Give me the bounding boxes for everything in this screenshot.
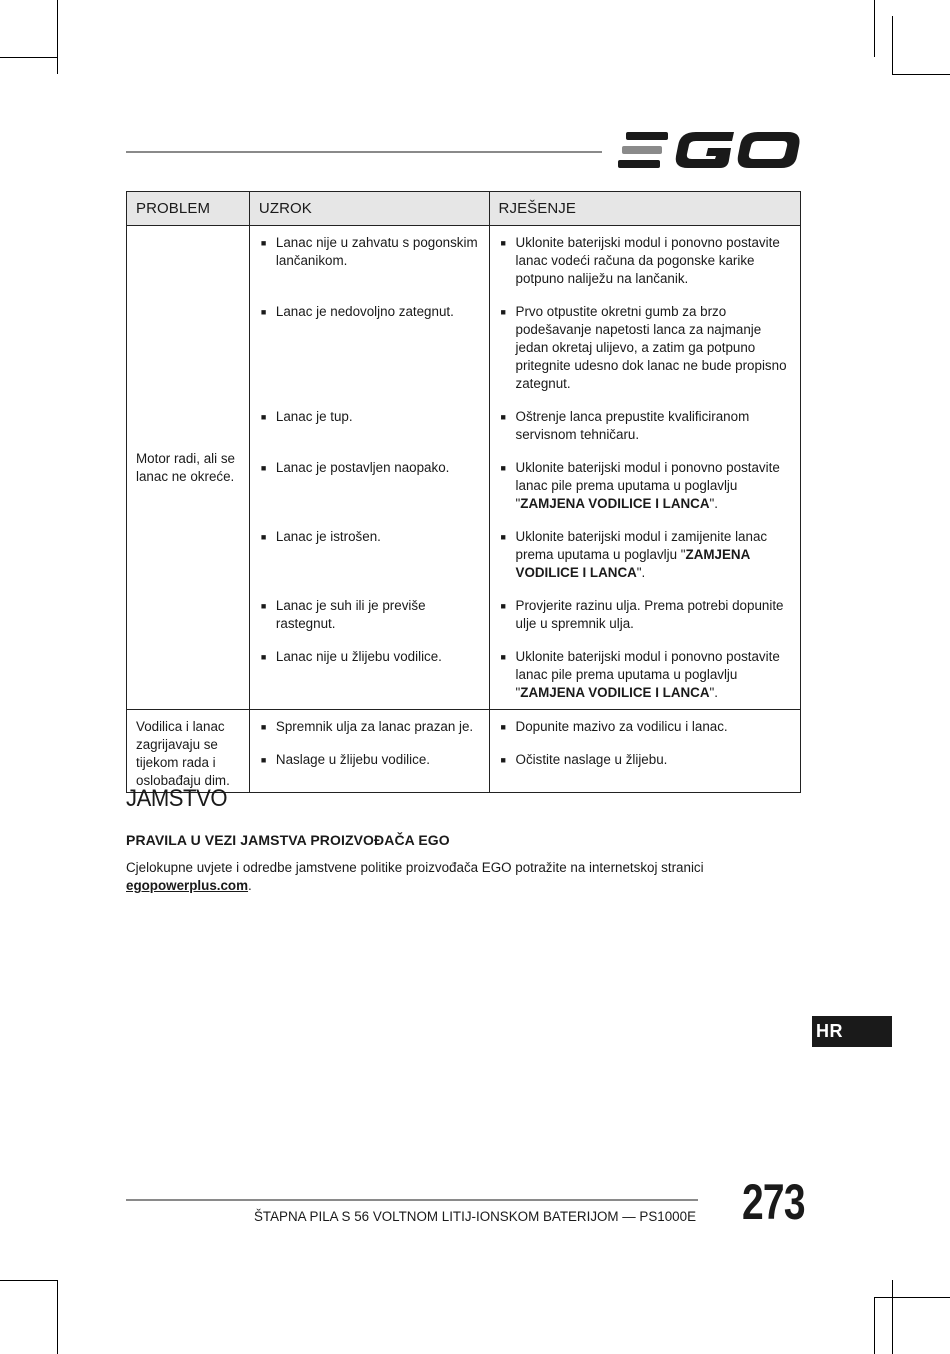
- crop-mark: [874, 1297, 875, 1354]
- bullet-icon: ■: [500, 532, 506, 542]
- crop-mark: [892, 1280, 893, 1354]
- solution-item: ■ Uklonite baterijski modul i zamijenite lanac prema uputama u poglavlju "ZAMJENA VODILICE I LANCA".: [500, 529, 768, 580]
- crop-mark: [892, 74, 950, 75]
- problem-group: [127, 226, 801, 710]
- troubleshooting-table: [126, 191, 801, 793]
- header-rule: [126, 151, 602, 153]
- crop-mark: [57, 0, 58, 74]
- bullet-icon: ■: [260, 722, 267, 732]
- column-header-problem: PROBLEM: [127, 192, 250, 226]
- bullet-icon: ■: [260, 532, 267, 542]
- product-title: ŠTAPNA PILA S 56 VOLTNOM LITIJ-IONSKOM BATERIJOM — PS1000E: [253, 1209, 696, 1224]
- table-row: [127, 710, 801, 744]
- crop-mark: [57, 1280, 58, 1354]
- warranty-text: Cjelokupne uvjete i odredbe jamstvene politike proizvođača EGO potražite na internetskoj stranici egopowerplus.com.: [126, 860, 704, 893]
- solution-item: ■ Očistite naslage u žlijebu.: [500, 752, 668, 767]
- website-link[interactable]: egopowerplus.com: [126, 878, 249, 893]
- bullet-icon: ■: [500, 722, 506, 732]
- cause-item: ■ Lanac je nedovoljno zategnut.: [260, 304, 454, 319]
- solution-item: ■ Uklonite baterijski modul i ponovno postavite lanac pile prema uputama u poglavlju "ZAMJENA VODILICE I LANCA".: [500, 649, 780, 700]
- bullet-icon: ■: [500, 412, 506, 422]
- cause-item: ■ Lanac je tup.: [260, 409, 353, 424]
- cause-item: ■ Lanac nije u zahvatu s pogonskim lančanikom.: [260, 235, 478, 268]
- solution-item: ■ Prvo otpustite okretni gumb za brzo podešavanje napetosti lanca za najmanje jedan okretaj ulijevo, a zatim ga potpuno pritegnite udesno dok lanac ne bude propisno zategnut.: [500, 304, 787, 391]
- section-subtitle: PRAVILA U VEZI JAMSTVA PROIZVOĐAČA EGO: [126, 832, 450, 848]
- cause-item: ■ Lanac je istrošen.: [260, 529, 381, 544]
- bullet-icon: ■: [260, 755, 267, 765]
- bullet-icon: ■: [260, 601, 267, 611]
- cause-item: ■ Lanac je suh ili je previše rastegnut.: [260, 598, 426, 631]
- section-title: JAMSTVO: [126, 785, 228, 812]
- crop-mark: [892, 16, 893, 74]
- cause-item: ■ Lanac je postavljen naopako.: [260, 460, 450, 475]
- bullet-icon: ■: [500, 652, 506, 662]
- crop-mark: [874, 1297, 950, 1298]
- solution-item: ■ Uklonite baterijski modul i ponovno postavite lanac vodeći računa da pogonske karike potpuno naliježu na lančanik.: [500, 235, 780, 286]
- solution-item: ■ Oštrenje lanca prepustite kvalificiranom servisnom tehničaru.: [500, 409, 750, 442]
- bullet-icon: ■: [260, 652, 267, 662]
- bullet-icon: ■: [500, 307, 506, 317]
- bullet-icon: ■: [260, 238, 267, 248]
- section-reference: ZAMJENA VODILICE I LANCA: [520, 685, 710, 700]
- bullet-icon: ■: [500, 601, 506, 611]
- problem-cell: Motor radi, ali se lanac ne okreće.: [127, 226, 250, 710]
- crop-mark: [0, 57, 57, 58]
- ego-logo: [616, 130, 800, 170]
- column-header-cause: UZROK: [249, 192, 489, 226]
- table-row: [127, 226, 801, 296]
- cause-item: ■ Spremnik ulja za lanac prazan je.: [260, 719, 474, 734]
- bullet-icon: ■: [500, 238, 506, 248]
- bullet-icon: ■: [260, 307, 267, 317]
- bullet-icon: ■: [260, 412, 267, 422]
- cause-item: ■ Naslage u žlijebu vodilice.: [260, 752, 430, 767]
- footer-rule: [126, 1199, 698, 1201]
- problem-group: [127, 710, 801, 793]
- cause-item: ■ Lanac nije u žlijebu vodilice.: [260, 649, 442, 664]
- table-header-row: [127, 192, 801, 226]
- column-header-solution: RJEŠENJE: [489, 192, 800, 226]
- solution-item: ■ Provjerite razinu ulja. Prema potrebi dopunite ulje u spremnik ulja.: [500, 598, 784, 631]
- crop-mark: [0, 1280, 57, 1281]
- section-reference: ZAMJENA VODILICE I LANCA: [515, 547, 750, 580]
- bullet-icon: ■: [500, 755, 506, 765]
- problem-cell: Vodilica i lanac zagrijavaju se tijekom rada i oslobađaju dim.: [127, 710, 250, 793]
- solution-item: ■ Dopunite mazivo za vodilicu i lanac.: [500, 719, 728, 734]
- crop-mark: [874, 0, 875, 57]
- bullet-icon: ■: [260, 463, 267, 473]
- language-tab: HR: [812, 1016, 892, 1047]
- section-reference: ZAMJENA VODILICE I LANCA: [520, 496, 710, 511]
- bullet-icon: ■: [500, 463, 506, 473]
- page-number: 273: [742, 1174, 805, 1230]
- solution-item: ■ Uklonite baterijski modul i ponovno postavite lanac pile prema uputama u poglavlju "ZAMJENA VODILICE I LANCA".: [500, 460, 780, 511]
